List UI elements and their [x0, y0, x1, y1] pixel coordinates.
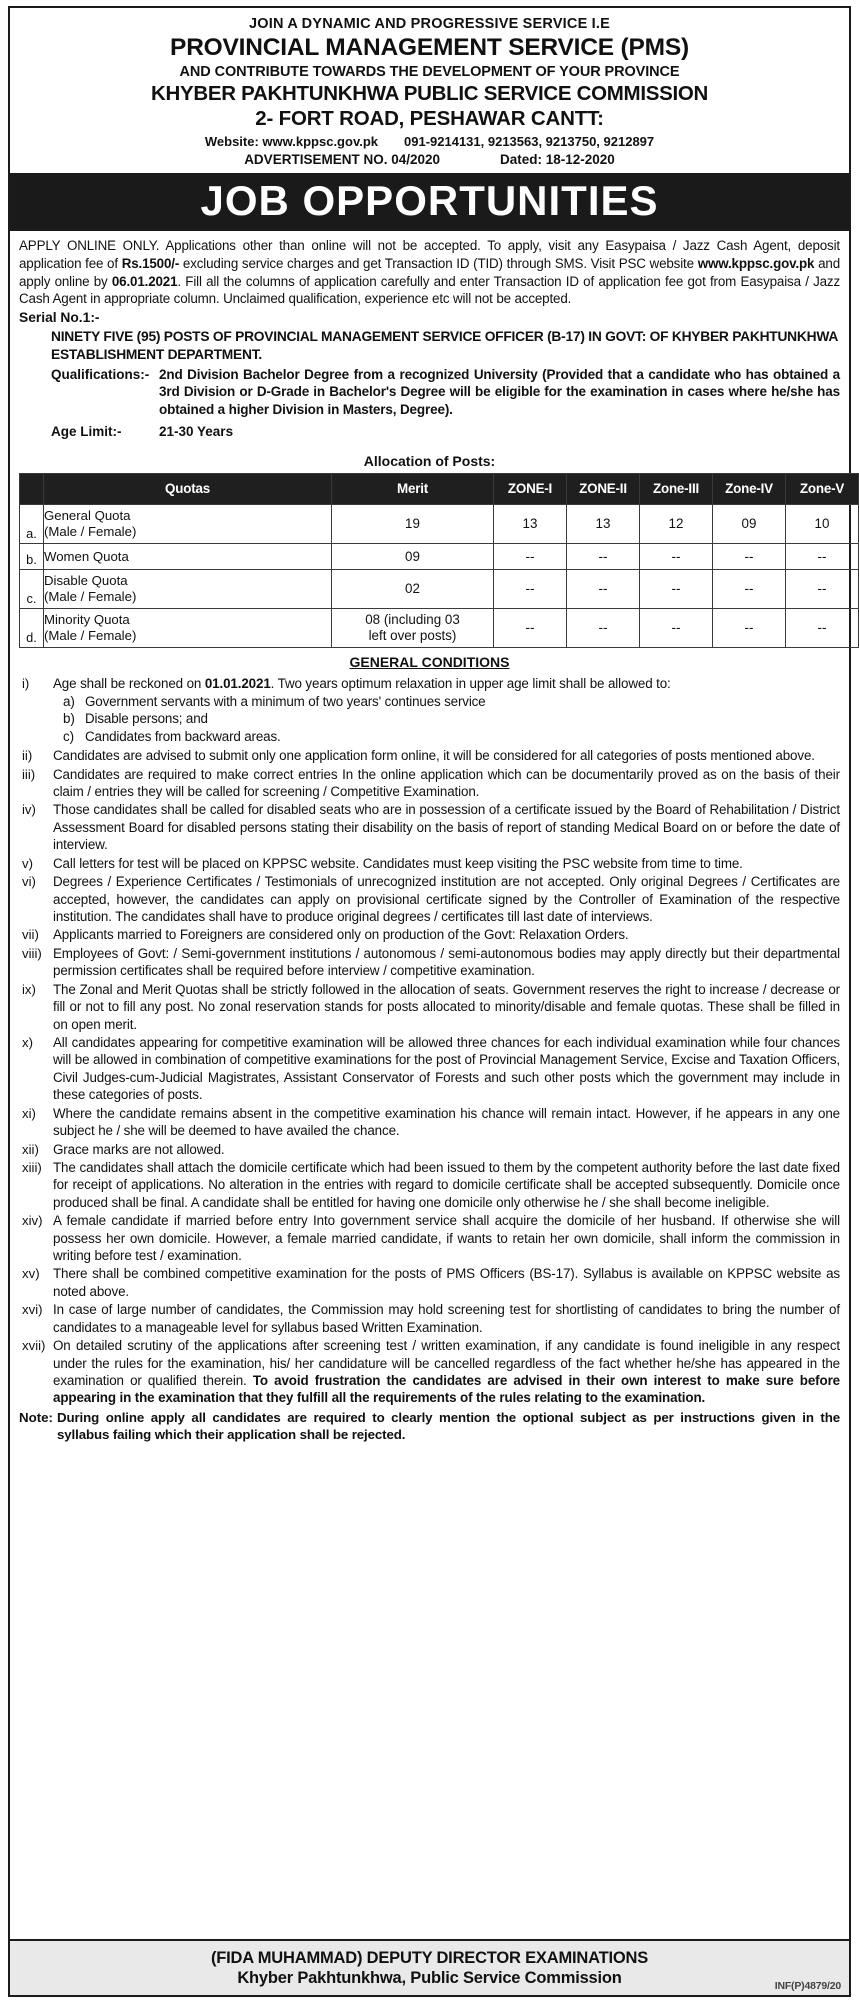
- row-zone-2: 13: [567, 505, 640, 544]
- serial-number-label: Serial No.1:-: [19, 309, 100, 325]
- header-quotas: Quotas: [44, 474, 332, 505]
- masthead-address: 2- FORT ROAD, PESHAWAR CANTT:: [255, 106, 604, 130]
- condition-text: The candidates shall attach the domicile certificate which had been issued to them by the competent authority before the last date fixed for receipt of applications. No alteration in the entries with regard to domicile certificate shall be accepted subsequently. Domicile once produced shall be final. A candidate shall be entitled for having one domicile only otherwise he / she shall become ineligible.: [53, 1159, 840, 1210]
- condition-text-after: . Two years optimum relaxation in upper age limit shall be allowed to:: [270, 675, 671, 691]
- row-index: c.: [20, 570, 44, 609]
- condition-numeral: vii): [22, 927, 39, 943]
- row-merit: 09: [332, 544, 494, 570]
- age-reckon-date: 01.01.2021: [204, 675, 271, 691]
- condition-numeral: vi): [22, 874, 36, 890]
- condition-numeral: xv): [22, 1266, 40, 1282]
- psc-website-url[interactable]: www.kppsc.gov.pk: [697, 256, 815, 272]
- intro-part2: excluding service charges and get Transaction ID (TID) through SMS. Visit PSC website: [179, 256, 698, 272]
- condition-numeral: xvii): [22, 1338, 46, 1354]
- application-deadline: 06.01.2021: [111, 273, 178, 289]
- row-zone-5: 10: [786, 505, 859, 544]
- row-index: b.: [20, 544, 44, 570]
- row-quota: [44, 609, 332, 648]
- row-zone-3: --: [640, 609, 713, 648]
- row-merit: 02: [332, 570, 494, 609]
- row-index: a.: [20, 505, 44, 544]
- advertisement-body: [10, 231, 849, 1934]
- post-title: NINETY FIVE (95) POSTS OF PROVINCIAL MANAGEMENT SERVICE OFFICER (B-17) IN GOVT: OF KHYBER PAKHTUNKHWA ESTABLISHMENT DEPARTMENT.: [51, 328, 838, 362]
- condition-text: The Zonal and Merit Quotas shall be strictly followed in the allocation of seats. Government reserves the right to increase / decrease or fill or not to fill any post. No zonal reservation stands for posts allocated to minority/disable and female quotas. These shall be filled in on open merit.: [53, 981, 840, 1032]
- sub-text: Disable persons; and: [85, 711, 208, 727]
- note-text: During online apply all candidates are required to clearly mention the optional subject as per instructions given in the syllabus failing which their application shall be rejected.: [57, 1409, 840, 1443]
- header-zone-4: Zone-IV: [713, 474, 786, 505]
- quota-gender: (Male / Female): [44, 628, 137, 644]
- condition-item-iv: [19, 801, 840, 853]
- qualifications-row: [51, 366, 840, 419]
- condition-item-v: [19, 855, 840, 872]
- age-limit-row: [51, 423, 840, 441]
- row-zone-3: 12: [640, 505, 713, 544]
- row-zone-2: --: [567, 609, 640, 648]
- signatory-name: (FIDA MUHAMMAD) DEPUTY DIRECTOR EXAMINATIONS: [211, 1948, 648, 1967]
- row-merit: 19: [332, 505, 494, 544]
- sub-text: Candidates from backward areas.: [85, 728, 281, 744]
- condition-numeral: ii): [22, 748, 33, 764]
- row-quota: [44, 505, 332, 544]
- condition-item-xi: [19, 1105, 840, 1140]
- masthead-tagline: JOIN A DYNAMIC AND PROGRESSIVE SERVICE I.E: [248, 16, 611, 32]
- condition-text: Applicants married to Foreigners are considered only on production of the Govt: Relaxation Orders.: [53, 927, 629, 943]
- sub-text: Government servants with a minimum of two years' continues service: [85, 693, 486, 709]
- note-label: Note:: [19, 1409, 53, 1425]
- row-zone-5: --: [786, 609, 859, 648]
- condition-numeral: i): [22, 675, 30, 691]
- quota-name: Women Quota: [44, 548, 129, 564]
- table-row: [20, 609, 859, 648]
- general-conditions-list: [19, 675, 840, 1407]
- row-index: d.: [20, 609, 44, 648]
- advertisement-frame: [8, 6, 851, 1997]
- qualifications-text: 2nd Division Bachelor Degree from a recognized University (Provided that a candidate who has obtained a 3rd Division or D-Grade in Bachelor's Degree will be eligible for the examination in cases where he/she has obtained a higher Division in Masters, Degree).: [159, 366, 840, 417]
- row-zone-4: --: [713, 544, 786, 570]
- condition-numeral: iv): [22, 802, 36, 818]
- phone-numbers: 091-9214131, 9213563, 9213750, 9212897: [404, 134, 655, 150]
- condition-text: Degrees / Experience Certificates / Testimonials of unrecognized institution are not accepted. Only original Degrees / Certificates are accepted, however, the candidates can apply on provisional certificate signed by the Controller of Examination of the respective institution. The candidates shall have to produce original degrees / certificates till last date of interviews.: [53, 874, 840, 925]
- condition-numeral: ix): [22, 981, 36, 997]
- sub-item-b: [53, 710, 840, 727]
- sub-item-c: [53, 728, 840, 745]
- condition-item-i: [19, 675, 840, 747]
- condition-numeral: viii): [22, 945, 42, 961]
- header-merit: Merit: [332, 474, 494, 505]
- condition-text-before: On detailed scrutiny of the applications after screening test / written examination, if any candidate is found ineligible in any respect under the rules for the examination, his/ her candidature will be cancelled regardless of the fact whether he/she has appeared in the examination or qualified therein.: [53, 1338, 840, 1388]
- condition-numeral: xii): [22, 1141, 39, 1157]
- sub-numeral: b): [63, 711, 75, 727]
- condition-text: [53, 675, 840, 747]
- condition-item-ix: [19, 981, 840, 1033]
- condition-text: Where the candidate remains absent in the competitive examination his chance will remain intact. However, if he appears in any one subject he / she will be deemed to have availed the chance.: [53, 1105, 840, 1139]
- table-row: [20, 505, 859, 544]
- condition-item-xvii: [19, 1337, 840, 1407]
- header-index: [20, 474, 44, 505]
- condition-numeral: x): [22, 1034, 33, 1050]
- general-conditions-title: GENERAL CONDITIONS: [349, 654, 510, 671]
- condition-sublist: [53, 693, 840, 745]
- condition-item-xv: [19, 1265, 840, 1300]
- job-opportunities-banner: JOB OPPORTUNITIES: [10, 175, 849, 231]
- condition-item-ii: [19, 747, 840, 764]
- row-zone-1: --: [494, 609, 567, 648]
- intro-part3: and apply online by: [19, 256, 840, 289]
- apply-online-intro: [19, 237, 840, 307]
- row-zone-1: 13: [494, 505, 567, 544]
- merit-line-2: left over posts): [368, 628, 457, 644]
- sub-numeral: c): [63, 728, 74, 744]
- masthead: [10, 8, 849, 175]
- age-limit-label: Age Limit:-: [51, 424, 122, 440]
- quota-name: Disable Quota: [44, 573, 128, 589]
- row-zone-3: --: [640, 570, 713, 609]
- condition-numeral: xiv): [22, 1213, 43, 1229]
- advertisement-footer: [10, 1939, 849, 1995]
- condition-numeral: iii): [22, 766, 36, 782]
- row-quota: [44, 544, 332, 570]
- condition-numeral: v): [22, 855, 33, 871]
- merit-line-1: 08 (including 03: [365, 611, 460, 627]
- allocation-of-posts-table: [19, 473, 859, 648]
- condition-numeral: xi): [22, 1105, 36, 1121]
- intro-part1: APPLY ONLINE ONLY. Applications other than online will not be accepted. To apply, visit any Easypaisa / Jazz Cash Agent, deposit application fee of: [19, 238, 840, 272]
- condition-text: Grace marks are not allowed.: [53, 1141, 225, 1157]
- condition-numeral: xvi): [22, 1302, 43, 1318]
- condition-numeral: xiii): [22, 1159, 42, 1175]
- row-zone-1: --: [494, 570, 567, 609]
- table-row: [20, 544, 859, 570]
- row-zone-4: 09: [713, 505, 786, 544]
- row-zone-2: --: [567, 544, 640, 570]
- condition-item-xvi: [19, 1301, 840, 1336]
- condition-text: In case of large number of candidates, the Commission may hold screening test for shortlisting of candidates to bring the number of candidates to a manageable level for syllabus based Written Examination.: [53, 1302, 840, 1335]
- quota-name: General Quota: [44, 508, 131, 524]
- condition-text: Candidates are required to make correct entries In the online application which can be documentarily proved as on the basis of their claim / entries they will be called for screening / Competitive Examination.: [53, 766, 840, 800]
- masthead-service-name: PROVINCIAL MANAGEMENT SERVICE (PMS): [170, 34, 689, 62]
- condition-text-before: Age shall be reckoned on: [53, 675, 205, 691]
- row-zone-4: --: [713, 570, 786, 609]
- condition-text-emphasis: To avoid frustration the candidates are advised in their own interest to make sure before appearing in the examination that they fulfill all the requirements of the rules relating to the examination.: [53, 1372, 840, 1406]
- row-zone-4: --: [713, 609, 786, 648]
- quota-name: Minority Quota: [44, 612, 130, 628]
- condition-text: Candidates are advised to submit only one application form online, it will be considered for all categories of posts mentioned above.: [53, 748, 815, 764]
- row-zone-2: --: [567, 570, 640, 609]
- condition-item-xii: [19, 1141, 840, 1158]
- inf-code: INF(P)4879/20: [774, 1980, 841, 1992]
- condition-text: There shall be combined competitive examination for the posts of PMS Officers (BS-17). Syllabus is available on KPPSC website as noted above.: [53, 1266, 840, 1299]
- table-row: [20, 570, 859, 609]
- advertisement-number: ADVERTISEMENT NO. 04/2020: [244, 151, 440, 167]
- application-fee: Rs.1500/-: [121, 256, 180, 272]
- sub-item-a: [53, 693, 840, 710]
- row-zone-5: --: [786, 570, 859, 609]
- allocation-title: Allocation of Posts:: [363, 452, 496, 469]
- website-label[interactable]: Website: www.kppsc.gov.pk: [204, 134, 378, 150]
- note-row: [19, 1409, 840, 1444]
- condition-item-viii: [19, 945, 840, 980]
- condition-text: [53, 1337, 840, 1407]
- table-header-row: [20, 474, 859, 505]
- row-zone-3: --: [640, 544, 713, 570]
- condition-text: Employees of Govt: / Semi-government institutions / autonomous / semi-autonomous bodies may apply directly but their departmental permission certificates shall be required before interview / competitive examination.: [53, 945, 840, 979]
- masthead-commission-name: KHYBER PAKHTUNKHWA PUBLIC SERVICE COMMISSION: [150, 82, 709, 106]
- masthead-subtagline: AND CONTRIBUTE TOWARDS THE DEVELOPMENT OF YOUR PROVINCE: [179, 64, 680, 81]
- quota-gender: (Male / Female): [44, 589, 137, 605]
- condition-item-xiv: [19, 1212, 840, 1264]
- condition-text: Those candidates shall be called for disabled seats who are in possession of a certificate issued by the Board of Rehabilitation / District Assessment Board for disabled persons stating their disability on the basis of report of standing Medical Board on or before the date of interview.: [53, 802, 840, 853]
- header-zone-2: ZONE-II: [567, 474, 640, 505]
- age-limit-value: 21-30 Years: [159, 424, 234, 440]
- row-zone-5: --: [786, 544, 859, 570]
- row-quota: [44, 570, 332, 609]
- header-zone-1: ZONE-I: [494, 474, 567, 505]
- intro-part4: . Fill all the columns of application carefully and enter Transaction ID of application fee got from Easypaisa / Jazz Cash Agent in appropriate column. Unclaimed qualification, experience etc will not be accepted.: [19, 273, 841, 307]
- condition-text: All candidates appearing for competitive examination will be allowed three chances for each individual examination while four chances will be allowed in combination of competitive examinations for the post of Provincial Management Service, Excise and Taxation Officers, Civil Judges-cum-Judicial Magistrates, Assistant Conservator of Forests and such other posts which the government may include in these categories of posts.: [53, 1034, 840, 1103]
- condition-item-vi: [19, 873, 840, 925]
- masthead-contact-row: [20, 133, 839, 151]
- header-zone-3: Zone-III: [640, 474, 713, 505]
- condition-text: A female candidate if married before entry Into government service shall acquire the domicile of her husband. If otherwise she will possess her own domicile. However, a female married candidate, if wants to retain her own domicile, shall inform the commission in writing before test / examination.: [53, 1213, 840, 1264]
- row-merit: [332, 609, 494, 648]
- advertisement-date: Dated: 18-12-2020: [500, 151, 615, 167]
- condition-text: Call letters for test will be placed on KPPSC website. Candidates must keep visiting the PSC website from time to time.: [53, 855, 743, 871]
- condition-item-x: [19, 1034, 840, 1104]
- masthead-advt-row: [20, 151, 839, 169]
- qualifications-label: Qualifications:-: [51, 366, 150, 382]
- condition-item-vii: [19, 926, 840, 943]
- quota-gender: (Male / Female): [44, 524, 137, 540]
- header-zone-5: Zone-V: [786, 474, 859, 505]
- row-zone-1: --: [494, 544, 567, 570]
- condition-item-xiii: [19, 1159, 840, 1211]
- signatory-organization: Khyber Pakhtunkhwa, Public Service Commission: [237, 1969, 622, 1988]
- sub-numeral: a): [63, 693, 75, 709]
- condition-item-iii: [19, 766, 840, 801]
